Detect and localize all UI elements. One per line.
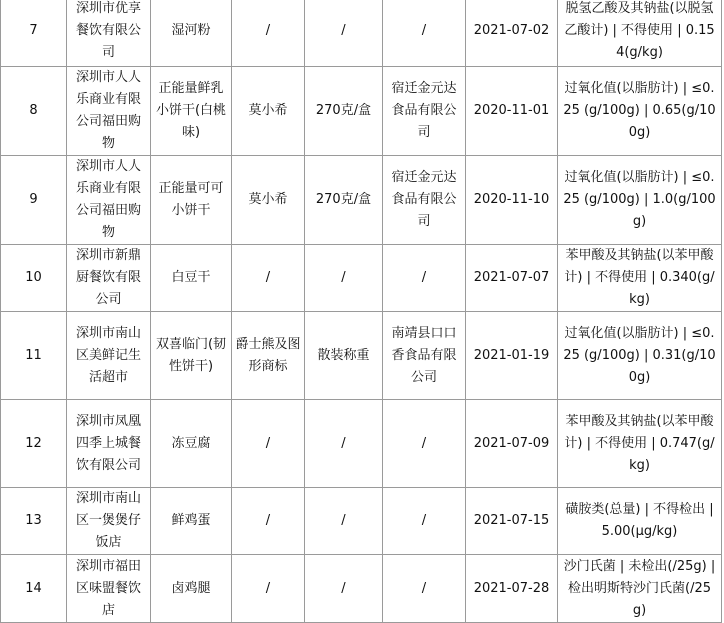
- nonconforming-result: 沙门氏菌 | 未检出(/25g) | 检出明斯特沙门氏菌(/25g): [558, 555, 722, 623]
- nonconforming-result: 苯甲酸及其钠盐(以苯甲酸计) | 不得使用 | 0.340(g/kg): [558, 245, 722, 312]
- product-name: 鲜鸡蛋: [151, 488, 232, 555]
- manufacturer: /: [383, 400, 466, 488]
- specification: /: [305, 400, 383, 488]
- specification: 270克/盒: [305, 156, 383, 245]
- specification: /: [305, 488, 383, 555]
- manufacturer: /: [383, 555, 466, 623]
- brand: /: [232, 0, 305, 67]
- nonconforming-result: 过氧化值(以脂肪计) | ≤0.25 (g/100g) | 1.0(g/100g): [558, 156, 722, 245]
- table-row: [1, 488, 722, 555]
- brand: /: [232, 245, 305, 312]
- table-row: [1, 156, 722, 245]
- sampled-unit: 深圳市新鼎厨餐饮有限公司: [67, 245, 151, 312]
- production-date: 2020-11-01: [466, 67, 558, 156]
- table-row: [1, 245, 722, 312]
- manufacturer: 宿迁金元达食品有限公司: [383, 156, 466, 245]
- row-number: 7: [1, 0, 67, 67]
- row-number: 8: [1, 67, 67, 156]
- sampled-unit: 深圳市南山区一煲煲仔饭店: [67, 488, 151, 555]
- production-date: 2021-01-19: [466, 312, 558, 400]
- brand: /: [232, 555, 305, 623]
- brand: 莫小希: [232, 67, 305, 156]
- table-row: [1, 312, 722, 400]
- sampled-unit: 深圳市人人乐商业有限公司福田购物: [67, 156, 151, 245]
- specification: 散装称重: [305, 312, 383, 400]
- sampled-unit: 深圳市福田区味盟餐饮店: [67, 555, 151, 623]
- table-row: [1, 400, 722, 488]
- specification: /: [305, 0, 383, 67]
- sampled-unit: 深圳市南山区美鲜记生活超市: [67, 312, 151, 400]
- table-row: [1, 555, 722, 623]
- production-date: 2020-11-10: [466, 156, 558, 245]
- row-number: 13: [1, 488, 67, 555]
- production-date: 2021-07-28: [466, 555, 558, 623]
- specification: 270克/盒: [305, 67, 383, 156]
- specification: /: [305, 245, 383, 312]
- product-name: 正能量可可小饼干: [151, 156, 232, 245]
- brand: /: [232, 400, 305, 488]
- row-number: 14: [1, 555, 67, 623]
- manufacturer: 宿迁金元达食品有限公司: [383, 67, 466, 156]
- brand: /: [232, 488, 305, 555]
- manufacturer: 南靖县口口香食品有限公司: [383, 312, 466, 400]
- brand: 莫小希: [232, 156, 305, 245]
- specification: /: [305, 555, 383, 623]
- production-date: 2021-07-15: [466, 488, 558, 555]
- product-name: 湿河粉: [151, 0, 232, 67]
- production-date: 2021-07-07: [466, 245, 558, 312]
- product-name: 冻豆腐: [151, 400, 232, 488]
- table-row: [1, 67, 722, 156]
- manufacturer: /: [383, 245, 466, 312]
- production-date: 2021-07-02: [466, 0, 558, 67]
- sampled-unit: 深圳市凤凰四季上城餐饮有限公司: [67, 400, 151, 488]
- row-number: 9: [1, 156, 67, 245]
- product-name: 双喜临门(韧性饼干): [151, 312, 232, 400]
- sampled-unit: 深圳市人人乐商业有限公司福田购物: [67, 67, 151, 156]
- row-number: 11: [1, 312, 67, 400]
- product-name: 正能量鲜乳小饼干(白桃味): [151, 67, 232, 156]
- row-number: 10: [1, 245, 67, 312]
- sampled-unit: 深圳市优享餐饮有限公司: [67, 0, 151, 67]
- brand: 爵士熊及图形商标: [232, 312, 305, 400]
- nonconforming-result: 苯甲酸及其钠盐(以苯甲酸计) | 不得使用 | 0.747(g/kg): [558, 400, 722, 488]
- production-date: 2021-07-09: [466, 400, 558, 488]
- product-name: 卤鸡腿: [151, 555, 232, 623]
- nonconforming-result: 过氧化值(以脂肪计) | ≤0.25 (g/100g) | 0.65(g/100g): [558, 67, 722, 156]
- manufacturer: /: [383, 0, 466, 67]
- table-row: [1, 0, 722, 67]
- nonconforming-result: 脱氢乙酸及其钠盐(以脱氢乙酸计) | 不得使用 | 0.154(g/kg): [558, 0, 722, 67]
- manufacturer: /: [383, 488, 466, 555]
- nonconforming-result: 过氧化值(以脂肪计) | ≤0.25 (g/100g) | 0.31(g/100g): [558, 312, 722, 400]
- row-number: 12: [1, 400, 67, 488]
- product-name: 白豆干: [151, 245, 232, 312]
- nonconforming-result: 磺胺类(总量) | 不得检出 | 5.00(μg/kg): [558, 488, 722, 555]
